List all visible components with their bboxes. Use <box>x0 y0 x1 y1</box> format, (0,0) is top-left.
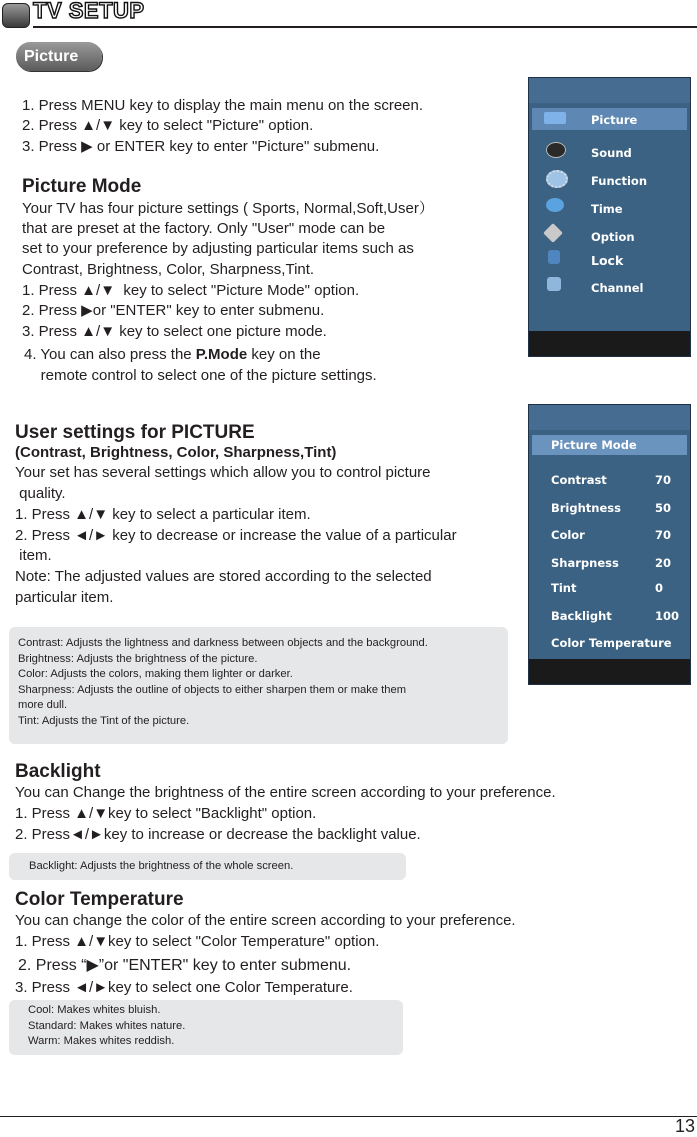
note-brightness: Brightness: Adjusts the brightness of the picture. <box>18 652 258 665</box>
sound-icon <box>546 142 566 158</box>
picture-mode-text: Your TV has four picture settings ( Sports, Normal,Soft,User） <box>22 200 434 217</box>
menu-item-time[interactable]: Time <box>591 202 623 216</box>
note-warm: Warm: Makes whites reddish. <box>28 1035 175 1047</box>
picture-mode-heading: Picture Mode <box>22 176 142 197</box>
picture-submenu-screen <box>528 404 691 685</box>
note-standard: Standard: Makes whites nature. <box>28 1019 186 1032</box>
page-title: TV SETUP <box>33 0 145 23</box>
function-icon <box>546 170 568 188</box>
submenu-label-backlight[interactable]: Backlight <box>551 609 612 623</box>
backlight-note: Backlight: Adjusts the brightness of the whole screen. <box>29 860 294 872</box>
submenu-value-brightness: 50 <box>655 501 672 515</box>
time-icon <box>546 198 564 212</box>
picture-mode-step: 1. Press ▲/▼ key to select "Picture Mode" option. <box>22 282 360 299</box>
menu-top-bar <box>529 78 690 103</box>
note-tint: Tint: Adjusts the Tint of the picture. <box>18 714 190 727</box>
pmode-key-label: P.Mode <box>195 346 248 363</box>
note-cool: Cool: Makes whites bluish. <box>28 1004 161 1016</box>
note-color: Color: Adjusts the colors, making them lighter or darker. <box>18 668 293 680</box>
picture-mode-text: that are preset at the factory. Only "User" mode can be <box>22 220 386 237</box>
intro-step-3: 3. Press ▶ or ENTER key to enter "Picture" submenu. <box>22 138 380 155</box>
channel-icon <box>547 277 561 291</box>
step4-text-end: key on the <box>247 346 321 363</box>
user-settings-subheading: (Contrast, Brightness, Color, Sharpness,Tint) <box>15 444 337 461</box>
menu-item-lock[interactable]: Lock <box>591 253 624 268</box>
user-settings-heading: User settings for PICTURE <box>15 422 255 443</box>
submenu-label-contrast[interactable]: Contrast <box>551 473 607 487</box>
submenu-value-sharpness: 20 <box>655 556 672 570</box>
picture-mode-text: Contrast, Brightness, Color, Sharpness,Tint. <box>22 261 315 278</box>
color-temperature-text: You can change the color of the entire screen according to your preference. <box>15 912 516 929</box>
user-settings-text: Your set has several settings which allow you to control picture <box>15 464 431 481</box>
color-temperature-step: 1. Press ▲/▼key to select "Color Temperature" option. <box>15 933 380 950</box>
option-icon <box>543 223 563 243</box>
user-settings-text: item. <box>15 547 52 564</box>
submenu-title[interactable]: Picture Mode <box>551 438 637 452</box>
lock-icon <box>548 250 560 264</box>
note-sharpness-cont: more dull. <box>18 699 68 711</box>
menu-item-sound[interactable]: Sound <box>591 146 632 160</box>
menu-bottom-bar <box>529 331 690 356</box>
footer-divider <box>0 1116 697 1117</box>
backlight-step: 1. Press ▲/▼key to select "Backlight" option. <box>15 805 317 822</box>
user-settings-note: particular item. <box>15 589 114 606</box>
submenu-label-brightness[interactable]: Brightness <box>551 501 621 515</box>
backlight-step: 2. Press◄/►key to increase or decrease the backlight value. <box>15 826 421 843</box>
backlight-note-box <box>9 853 406 880</box>
header-divider <box>33 26 697 28</box>
page-number: 13 <box>674 1116 695 1136</box>
submenu-label-color[interactable]: Color <box>551 528 585 542</box>
menu-bottom-bar <box>529 659 690 684</box>
picture-mode-step: 3. Press ▲/▼ key to select one picture mode. <box>22 323 327 340</box>
intro-step-1: 1. Press MENU key to display the main menu on the screen. <box>22 97 424 114</box>
submenu-label-color-temperature[interactable]: Color Temperature <box>551 636 672 650</box>
submenu-value-tint: 0 <box>655 581 664 595</box>
user-settings-text: quality. <box>15 485 66 502</box>
main-menu-screen <box>528 77 691 357</box>
note-sharpness: Sharpness: Adjusts the outline of objects to either sharpen them or make them <box>18 683 407 696</box>
menu-item-channel[interactable]: Channel <box>591 281 644 295</box>
submenu-value-backlight: 100 <box>655 609 680 623</box>
submenu-label-sharpness[interactable]: Sharpness <box>551 556 619 570</box>
user-settings-note: Note: The adjusted values are stored according to the selected <box>15 568 432 585</box>
picture-mode-text: set to your preference by adjusting particular items such as <box>22 240 414 257</box>
intro-step-2: 2. Press ▲/▼ key to select "Picture" option. <box>22 117 314 134</box>
user-settings-step: 1. Press ▲/▼ key to select a particular item. <box>15 506 311 523</box>
picture-icon <box>544 112 566 124</box>
menu-item-option[interactable]: Option <box>591 230 635 244</box>
section-pill-picture: Picture <box>16 42 102 71</box>
picture-mode-step-4 <box>24 345 321 366</box>
color-temperature-step: 3. Press ◄/►key to select one Color Temperature. <box>15 979 353 996</box>
menu-item-picture[interactable]: Picture <box>591 113 638 127</box>
header-bullet-icon <box>2 3 30 28</box>
step4-text: 4. You can also press the <box>24 346 196 363</box>
menu-top-bar <box>529 405 690 430</box>
color-temperature-note-box <box>9 1000 403 1055</box>
picture-mode-step-4-cont: remote control to select one of the picture settings. <box>24 367 377 384</box>
menu-item-function[interactable]: Function <box>591 174 648 188</box>
backlight-heading: Backlight <box>15 761 101 782</box>
submenu-value-color: 70 <box>655 528 672 542</box>
submenu-value-contrast: 70 <box>655 473 672 487</box>
color-temperature-heading: Color Temperature <box>15 889 184 910</box>
picture-mode-step: 2. Press ▶or "ENTER" key to enter submenu. <box>22 302 325 319</box>
submenu-label-tint[interactable]: Tint <box>551 581 577 595</box>
user-settings-step: 2. Press ◄/► key to decrease or increase the value of a particular <box>15 527 457 544</box>
backlight-text: You can Change the brightness of the entire screen according to your preference. <box>15 784 556 801</box>
note-contrast: Contrast: Adjusts the lightness and darkness between objects and the background. <box>18 637 428 649</box>
picture-notes-box <box>9 627 508 744</box>
color-temperature-step: 2. Press “▶”or "ENTER" key to enter submenu. <box>18 957 352 974</box>
